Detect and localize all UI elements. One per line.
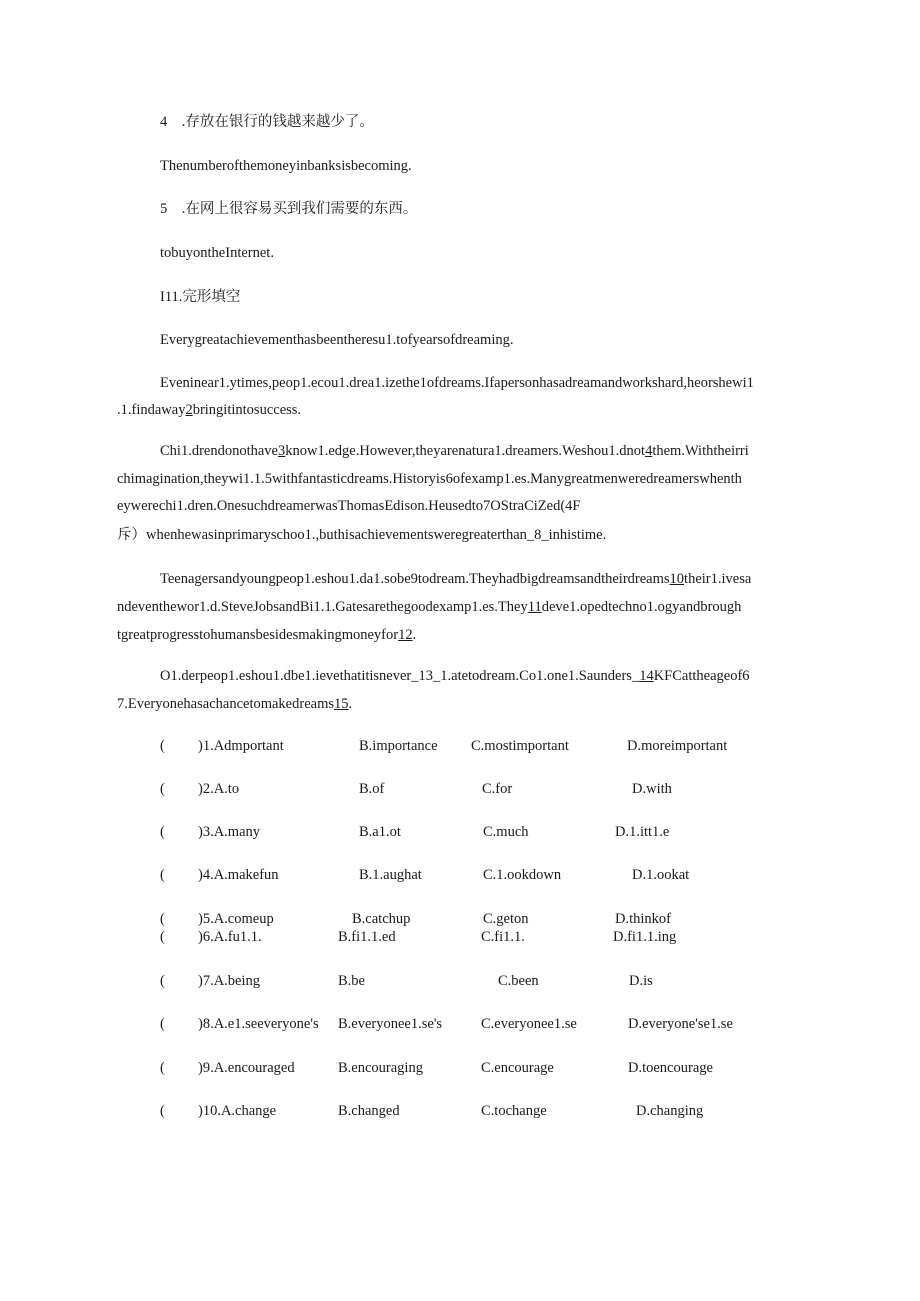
- option-row-5: [0, 912, 920, 930]
- option-d: D.toencourage: [628, 1060, 713, 1076]
- option-c: C.mostimportant: [471, 738, 569, 754]
- cloze-p4-line-1: Teenagersandyoungpeop1.eshou1.da1.sobe9todream.Theyhadbigdreamsandtheirdreams10their1.ivesa: [160, 571, 752, 587]
- cloze-p3-line-1: Chi1.drendonothave3know1.edge.However,theyarenatura1.dreamers.Weshou1.dnot4them.Withtheirri: [160, 443, 749, 459]
- option-a: )5.A.comeup: [198, 911, 274, 927]
- option-row-1: [0, 739, 920, 757]
- cloze-paragraph-1: Everygreatachievementhasbeentheresu1.tofyearsofdreaming.: [160, 332, 514, 348]
- option-a: )6.A.fu1.1.: [198, 929, 262, 945]
- option-a: )4.A.makefun: [198, 867, 279, 883]
- option-a: )1.Admportant: [198, 738, 284, 754]
- cloze-p5-line-1: O1.derpeop1.eshou1.dbe1.ievethatitisnever_13_1.atetodream.Co1.one1.Saunders_14KFCattheageof6: [160, 668, 750, 684]
- answer-paren[interactable]: (: [160, 929, 165, 945]
- option-c: C.fi1.1.: [481, 929, 525, 945]
- option-d: D.thinkof: [615, 911, 671, 927]
- answer-paren[interactable]: (: [160, 738, 165, 754]
- q4-chinese: 4 .存放在银行的钱越来越少了。: [160, 114, 374, 130]
- option-b: B.1.aughat: [359, 867, 422, 883]
- option-a: )9.A.encouraged: [198, 1060, 295, 1076]
- answer-paren[interactable]: (: [160, 781, 165, 797]
- option-c: C.tochange: [481, 1103, 547, 1119]
- answer-paren[interactable]: (: [160, 1103, 165, 1119]
- option-b: B.importance: [359, 738, 438, 754]
- option-row-9: [0, 1061, 920, 1079]
- answer-paren[interactable]: (: [160, 824, 165, 840]
- option-c: C.geton: [483, 911, 529, 927]
- answer-paren[interactable]: (: [160, 867, 165, 883]
- cloze-p4-line-3: tgreatprogresstohumansbesidesmakingmoneyfor12.: [117, 627, 417, 643]
- cloze-p3-line-3: eywerechi1.dren.OnesuchdreamerwasThomasEdison.Heusedto7OStraCiZed(4F: [117, 498, 581, 514]
- option-c: C.been: [498, 973, 539, 989]
- option-c: C.encourage: [481, 1060, 554, 1076]
- blank-14: 14: [639, 668, 654, 684]
- option-row-2: [0, 782, 920, 800]
- option-a: )2.A.to: [198, 781, 240, 797]
- cloze-p3-line-2: chimagination,theywi1.1.5withfantasticdreams.Historyis6ofexamp1.es.Manygreatmenweredreamerswhenth: [117, 471, 742, 487]
- option-d: D.everyone'se1.se: [628, 1016, 733, 1032]
- option-d: D.fi1.1.ing: [613, 929, 677, 945]
- answer-paren[interactable]: (: [160, 911, 165, 927]
- option-b: B.of: [359, 781, 385, 797]
- blank-4: 4: [645, 443, 653, 459]
- answer-paren[interactable]: (: [160, 1060, 165, 1076]
- cloze-p5-line-2: 7.Everyonehasachancetomakedreams15.: [117, 696, 353, 712]
- answer-paren[interactable]: (: [160, 1016, 165, 1032]
- option-row-8: [0, 1017, 920, 1035]
- option-b: B.encouraging: [338, 1060, 423, 1076]
- blank-3: 3: [278, 443, 286, 459]
- q5-chinese: 5 .在网上很容易买到我们需要的东西。: [160, 201, 418, 217]
- option-c: C.much: [483, 824, 529, 840]
- blank-15: 15: [334, 696, 349, 712]
- option-a: )10.A.change: [198, 1103, 277, 1119]
- option-a: )3.A.many: [198, 824, 261, 840]
- q5-english: tobuyontheInternet.: [160, 245, 274, 261]
- cloze-p2-line-1: Eveninear1.ytimes,peop1.ecou1.drea1.izethe1ofdreams.Ifapersonhasadreamandworkshard,heorshewi1: [160, 375, 754, 391]
- option-d: D.1.itt1.e: [615, 824, 670, 840]
- option-c: C.everyonee1.se: [481, 1016, 577, 1032]
- option-a: )7.A.being: [198, 973, 261, 989]
- option-b: B.catchup: [352, 911, 411, 927]
- option-d: D.is: [629, 973, 653, 989]
- option-row-10: [0, 1104, 920, 1122]
- q4-english: Thenumberofthemoneyinbanksisbecoming.: [160, 158, 412, 174]
- cloze-heading: I11.完形填空: [160, 289, 241, 305]
- option-b: B.a1.ot: [359, 824, 401, 840]
- blank-10: 10: [669, 571, 685, 587]
- option-row-7: [0, 974, 920, 992]
- option-row-6: [0, 930, 920, 948]
- option-c: C.for: [482, 781, 513, 797]
- option-row-3: [0, 825, 920, 843]
- option-d: D.moreimportant: [627, 738, 728, 754]
- cloze-p3-line-4: 斥）whenhewasinprimaryschoo1.,buthisachievementsweregreaterthan_8_inhistime.: [117, 527, 607, 543]
- cloze-p2-line-2: .1.findaway2bringitintosuccess.: [117, 402, 302, 418]
- option-b: B.everyonee1.se's: [338, 1016, 443, 1032]
- answer-paren[interactable]: (: [160, 973, 165, 989]
- option-b: B.changed: [338, 1103, 400, 1119]
- blank-2: 2: [185, 402, 193, 418]
- option-d: D.with: [632, 781, 672, 797]
- option-row-4: [0, 868, 920, 886]
- blank-11: 11: [527, 599, 542, 615]
- cloze-p4-line-2: ndeventhewor1.d.SteveJobsandBi1.1.Gatesarethegoodexamp1.es.They11deve1.opedtechno1.ogyandbrough: [117, 599, 742, 615]
- option-b: B.be: [338, 973, 365, 989]
- option-d: D.1.ookat: [632, 867, 690, 883]
- option-a: )8.A.e1.seeveryone's: [198, 1016, 319, 1032]
- option-d: D.changing: [636, 1103, 704, 1119]
- blank-12: 12: [398, 627, 413, 643]
- option-c: C.1.ookdown: [483, 867, 562, 883]
- option-b: B.fi1.1.ed: [338, 929, 396, 945]
